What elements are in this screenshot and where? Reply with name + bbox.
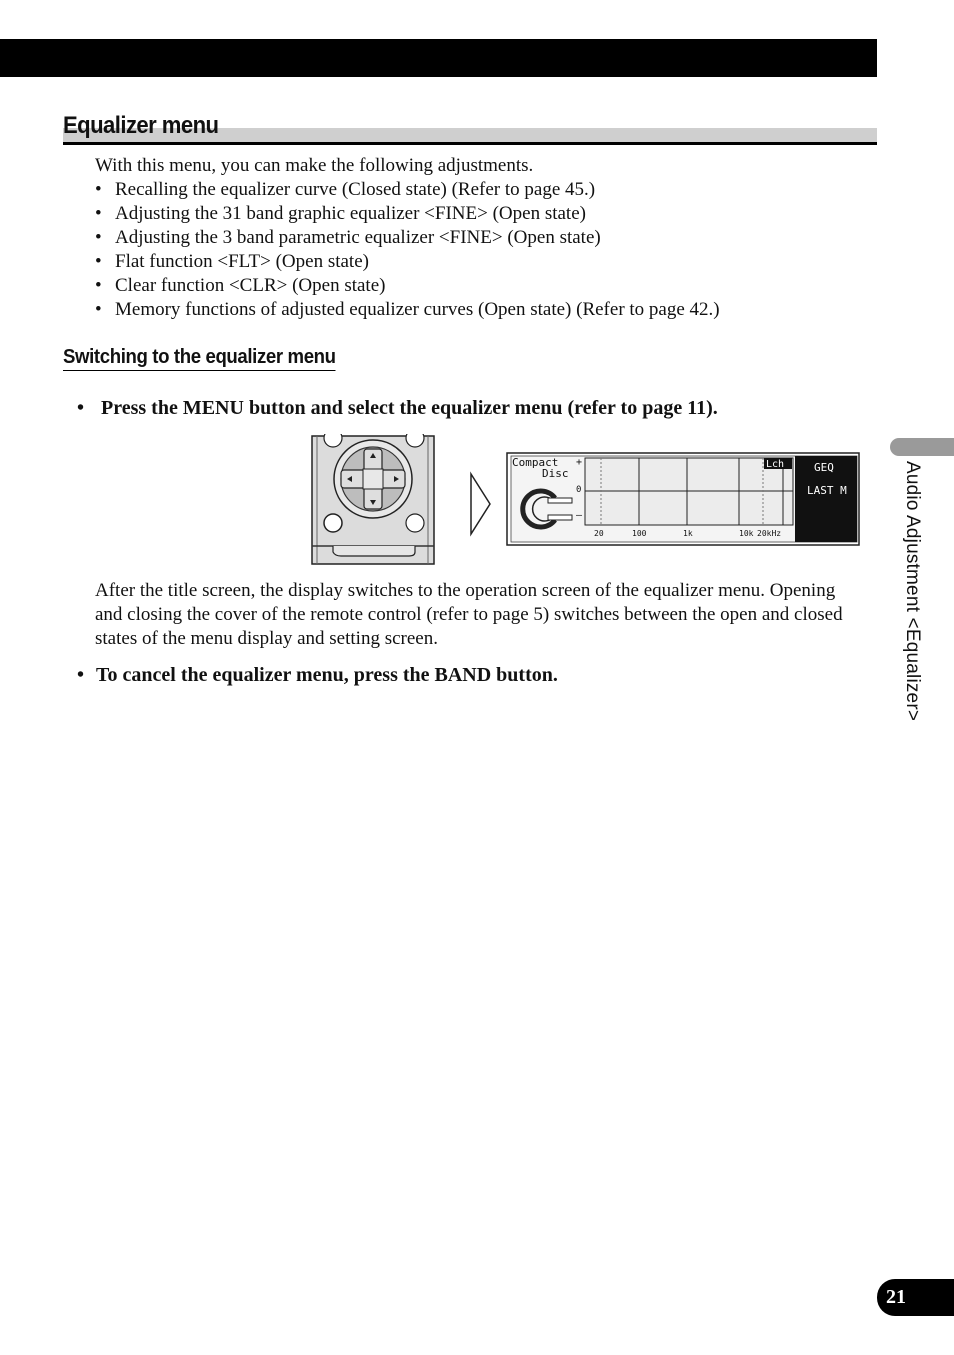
header-bar xyxy=(0,39,877,77)
after-text: After the title screen, the display switches to the operation screen of the equalizer menu. Opening and closing the cover of the remote control (refer to page 5) switches between the open and closed states of the menu display and setting screen. xyxy=(95,580,843,649)
list-item: • Adjusting the 31 band graphic equalizer <FINE> (Open state) xyxy=(95,203,586,224)
source-name-line1: Compact xyxy=(512,456,559,469)
side-tab-marker xyxy=(890,438,954,456)
side-chapter-label: Audio Adjustment <Equalizer> xyxy=(902,461,923,722)
intro-text: With this menu, you can make the following adjustments. xyxy=(95,155,534,176)
menu-item-last-m: LAST M xyxy=(807,484,847,497)
bullet: • xyxy=(95,179,102,200)
menu-item-geq: GEQ xyxy=(814,461,834,474)
list-item: • Recalling the equalizer curve (Closed state) (Refer to page 45.) xyxy=(95,179,596,200)
freq-label: 100 xyxy=(632,529,647,538)
adjustments-list xyxy=(95,178,875,322)
instruction-step-2: • To cancel the equalizer menu, press the BAND button. xyxy=(77,664,558,686)
equalizer-display xyxy=(507,453,859,545)
bullet: • xyxy=(95,227,102,248)
scale-zero: 0 xyxy=(576,485,582,495)
arrow-right-icon xyxy=(471,474,490,534)
section-heading xyxy=(63,112,877,146)
freq-label: 20 xyxy=(594,529,604,538)
page-number: 21 xyxy=(877,1279,954,1316)
heading-rule xyxy=(63,142,877,145)
remote-control-illustration xyxy=(312,434,434,564)
list-item: • Adjusting the 3 band parametric equalizer <FINE> (Open state) xyxy=(95,227,601,248)
remote-and-display-figure xyxy=(311,434,871,568)
bullet: • xyxy=(95,275,102,296)
scale-minus: – xyxy=(576,510,583,521)
freq-label: 10k xyxy=(739,529,754,538)
bullet: • xyxy=(95,299,102,320)
subsection-title: Switching to the equalizer menu xyxy=(63,346,336,371)
source-name-line2: Disc xyxy=(542,467,569,480)
freq-label: 20kHz xyxy=(757,529,782,538)
instruction-step-1: • Press the MENU button and select the equalizer menu (refer to page 11). xyxy=(77,397,718,419)
list-item: • Memory functions of adjusted equalizer curves (Open state) (Refer to page 42.) xyxy=(95,299,720,320)
scale-plus: + xyxy=(576,457,583,468)
list-item: • Flat function <FLT> (Open state) xyxy=(95,251,369,272)
channel-indicator: Lch xyxy=(766,459,785,470)
menu-button-marker xyxy=(324,514,342,532)
bullet: • xyxy=(95,203,102,224)
section-title: Equalizer menu xyxy=(63,112,219,139)
list-item: • Clear function <CLR> (Open state) xyxy=(95,275,386,296)
freq-label: 1k xyxy=(683,529,693,538)
bullet: • xyxy=(95,251,102,272)
